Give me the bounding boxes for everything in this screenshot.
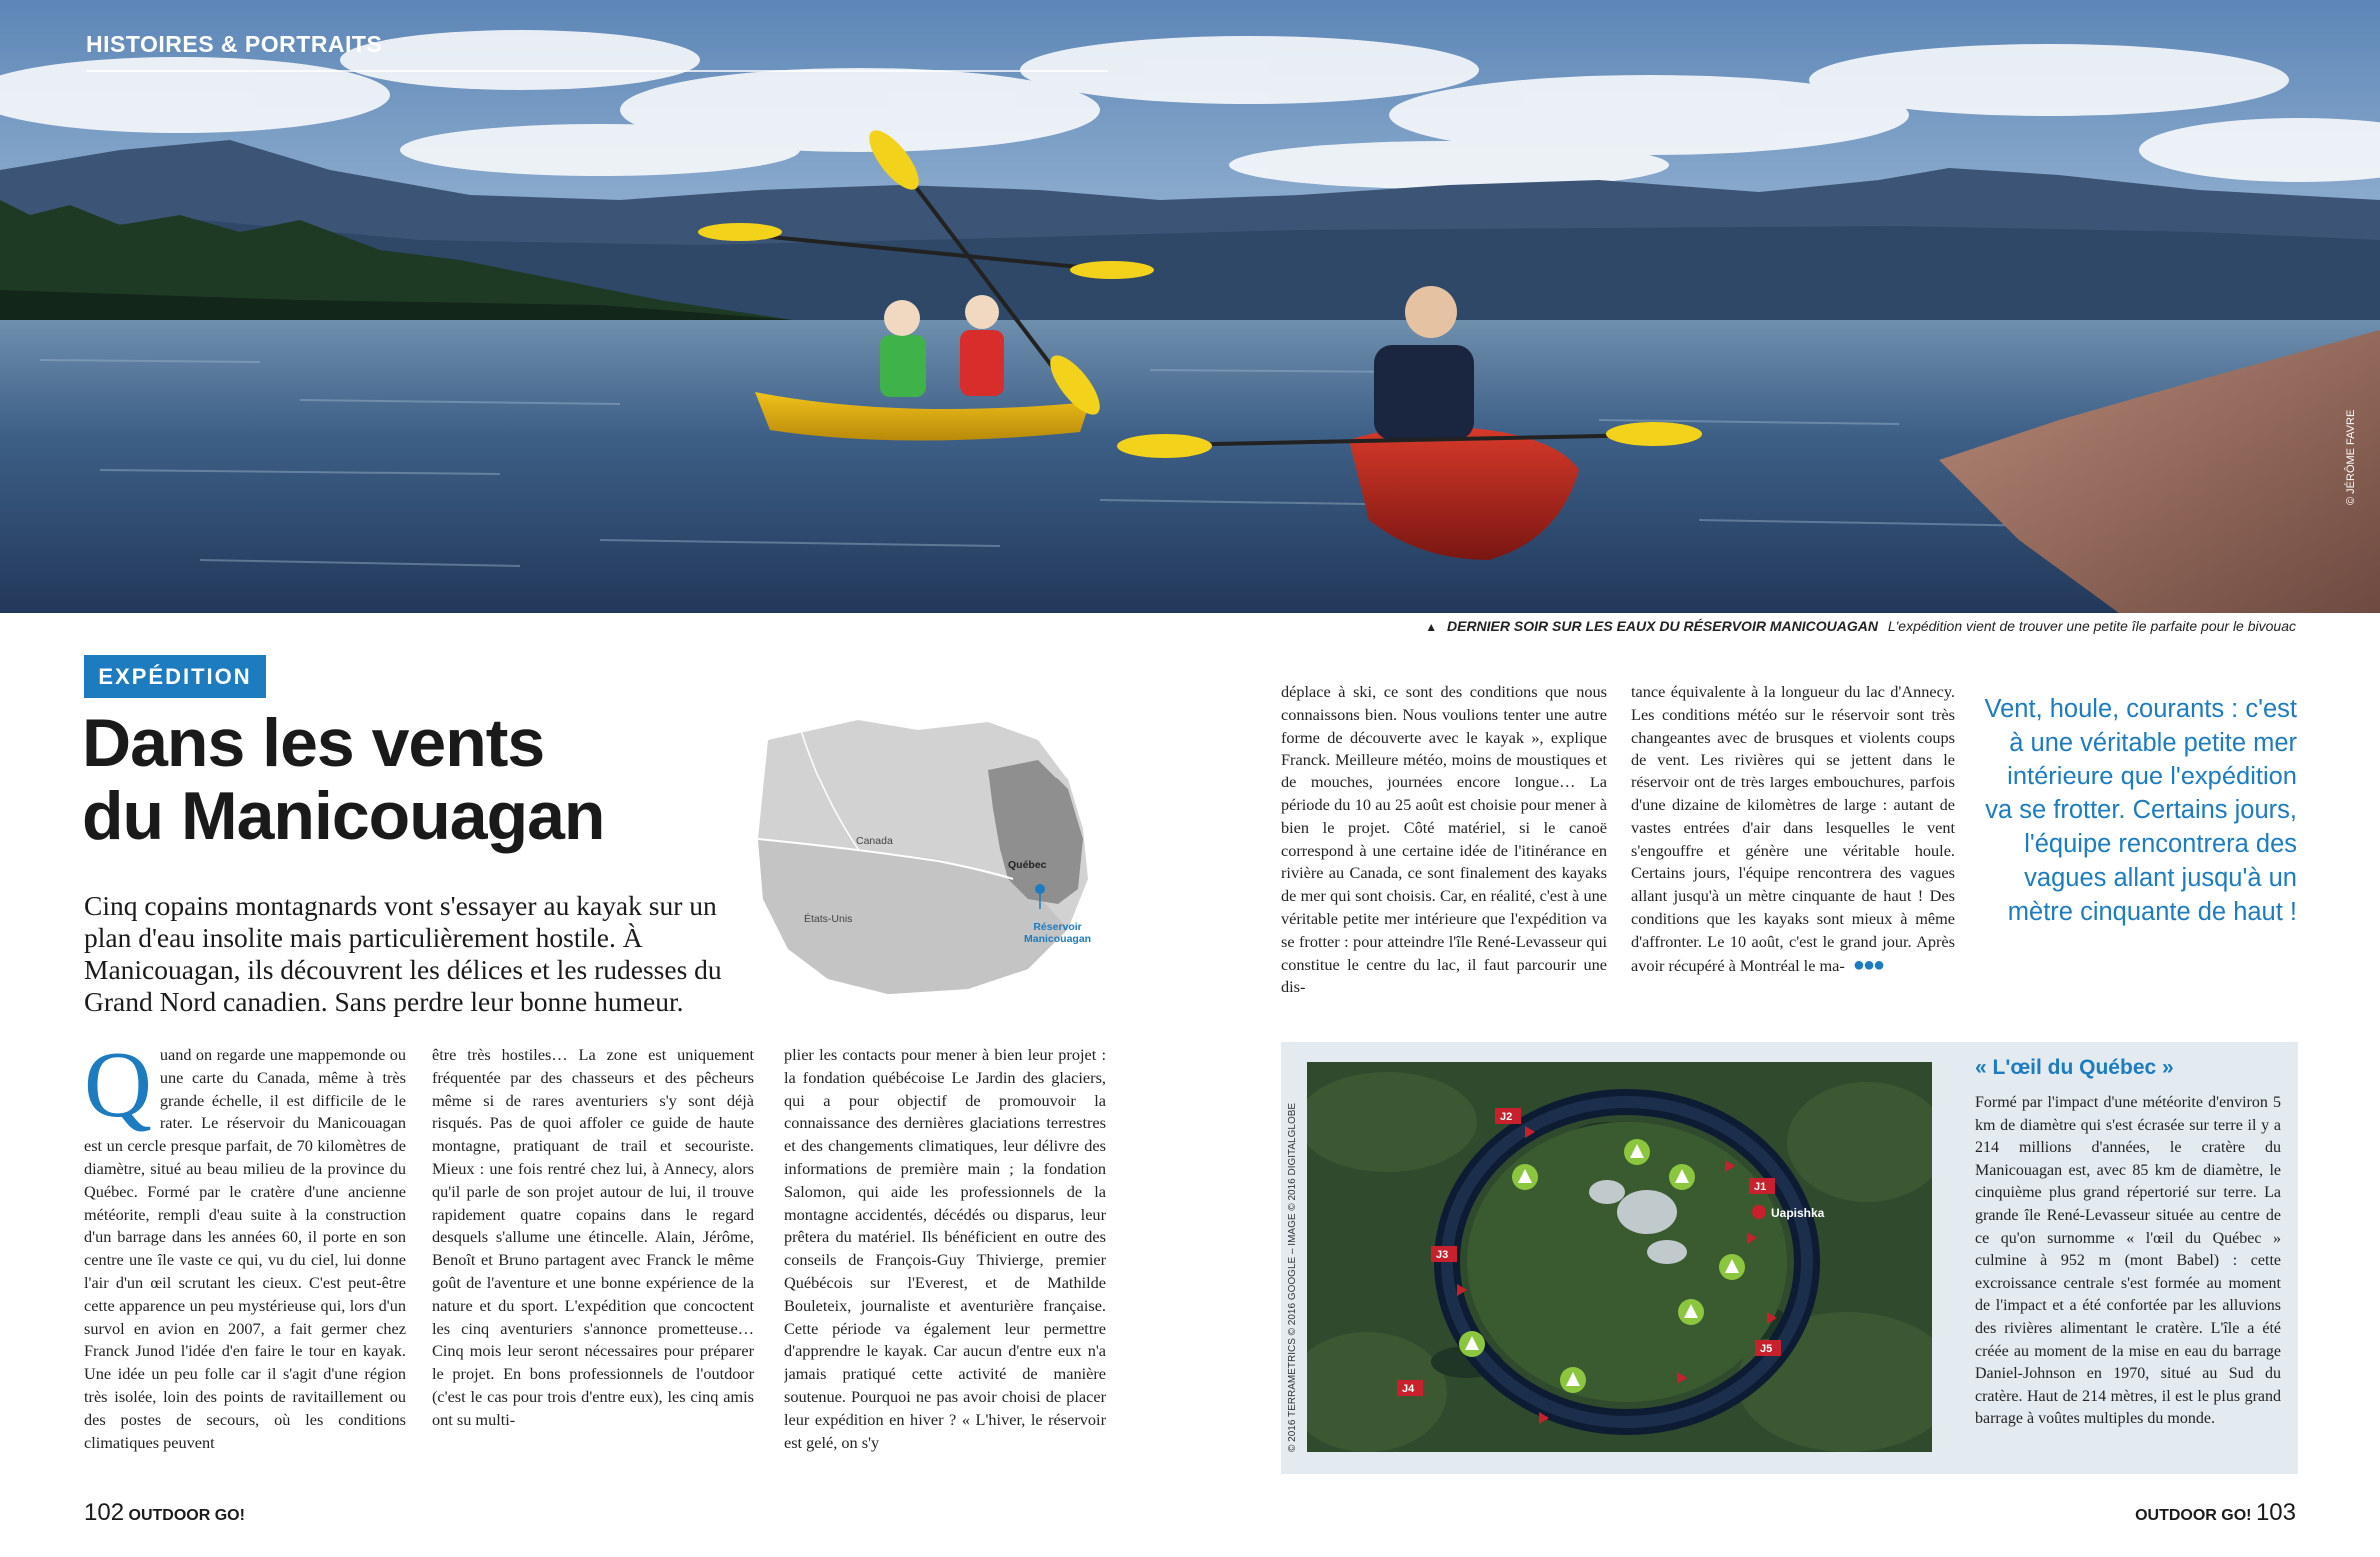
satellite-map <box>1307 1062 1932 1452</box>
label-quebec: Québec <box>1008 859 1047 871</box>
article-title <box>82 706 722 853</box>
sidebar-text: Formé par l'impact d'une météorite d'environ 5 km de diamètre qui s'est écrasée sur terre il y a 214 millions d'années, le cratère du Manicouagan est, avec 85 km de diamètre, le cinquième plus grand répertorié sur terre. La grande île René-Levasseur située au centre de ce qu'on surnomme « l'œil du Québec » culmine à 952 m (mont Babel) : cette excroissance centrale s'est formée au moment de l'impact et a été confortée par les alluvions des rivières alimentant le cratère. L'île a été créée au moment de la mise en eau du barrage Daniel-Johnson en 1970, situé au Sud du cratère. Haut de 214 mètres, il est le plus grand barrage à voûtes multiples du monde. <box>1975 1094 2281 1428</box>
column-5-text: tance équivalente à la longueur du lac d'Annecy. Les conditions météo sur le réservoir sont très changeantes avec de brusques et violents coups de vent. Les rivières qui se jettent dans le réservoir ont de très larges embouchures, parfois d'une dizaine de kilomètres de large : autant de vastes entrées d'air dans lesquelles le vent s'engouffre et génère une véritable houle. Certains jours, l'équipe rencontrera des vagues allant jusqu'à un mètre cinquante de haut ! Des conditions que les kayaks sont mieux à même d'affronter. Le 10 août, c'est le grand jour. Après avoir récupéré à Montréal le ma- <box>1631 682 1955 975</box>
photo-credit: © JÉRÔME FAVRE <box>2345 409 2357 505</box>
label-usa: États-Unis <box>804 913 853 925</box>
column-1-text: uand on regarde une mappemonde ou une carte du Canada, même à très grande échelle, il est difficile de le rater. Le réservoir du Manicouagan est un cercle presque parfait, de 70 kilomètres de diamètre, situé au beau milieu de la province du Québec. Formé par le cratère d'une ancienne météorite, rempli d'eau suite à la construction d'un barrage dans les années 60, il porte en son centre une île vaste ce qui, vu du ciel, lui donne l'air d'un œil scrutant les cieux. C'est peut-être cette apparence un peu mystérieuse qui, lors d'un survol en avion en 2007, a fait germer chez Franck Junod l'idée d'en faire le tour en kayak. Une idée un peu folle car il s'agit d'une région très isolée, loin des points de ravitaillement ou des postes de secours, où les conditions climatiques peuvent <box>84 1045 406 1452</box>
magazine-name-left: OUTDOOR GO! <box>128 1507 245 1524</box>
section-label: HISTOIRES & PORTRAITS <box>86 31 383 57</box>
map-label-j4: J4 <box>1402 1383 1415 1395</box>
page-number-left: 102 <box>84 1499 125 1526</box>
continue-dots-icon: ●●● <box>1852 953 1884 976</box>
body-column-4 <box>1281 681 1607 1024</box>
title-line-1: Dans les vents <box>82 705 545 780</box>
folio-right <box>2135 1499 2296 1527</box>
caption-title: DERNIER SOIR SUR LES EAUX DU RÉSERVOIR MANICOUAGAN <box>1447 618 1878 634</box>
map-label-j3: J3 <box>1436 1249 1449 1261</box>
category-tag: EXPÉDITION <box>84 655 266 698</box>
magazine-name-right: OUTDOOR GO! <box>2135 1507 2252 1524</box>
label-canada: Canada <box>856 835 893 847</box>
north-america-map-image <box>738 700 1110 999</box>
reservoir-line-2: Manicouagan <box>1024 933 1092 945</box>
label-reservoir <box>1024 921 1091 945</box>
section-divider <box>86 70 1108 72</box>
page-number-right: 103 <box>2255 1499 2296 1526</box>
map-label-j1: J1 <box>1754 1181 1767 1193</box>
body-column-2 <box>432 1044 754 1490</box>
photo-caption <box>1425 618 2296 634</box>
map-label-j5: J5 <box>1760 1343 1773 1355</box>
body-column-3 <box>784 1044 1106 1490</box>
kayak-scene-image <box>0 0 2380 613</box>
folio-left <box>84 1499 245 1527</box>
sidebar-box <box>1281 1042 2298 1474</box>
sidebar-title: « L'œil du Québec » <box>1975 1056 2174 1079</box>
article-lead: Cinq copains montagnards vont s'essayer au kayak sur un plan d'eau insolite mais particulièrement hostile. À Manicouagan, ils découvrent les délices et les rudesses du Grand Nord canadien. Sans perdre leur bonne humeur. <box>84 890 722 1017</box>
map-credit: © 2016 TERRAMETRICS © 2016 GOOGLE – IMAGE © 2016 DIGITALGLOBE <box>1287 1102 1298 1452</box>
body-column-1 <box>84 1044 406 1490</box>
caption-text: L'expédition vient de trouver une petite île parfaite pour le bivouac <box>1887 618 2296 634</box>
map-label-j2: J2 <box>1500 1111 1513 1123</box>
column-3-text: plier les contacts pour mener à bien leur projet : la fondation québécoise Le Jardin des glaciers, qui a pour objectif de promouvoir la connaissance des dernières glaciations terrestres et des changements climatiques, leur délivre des informations de première main ; la fondation Salomon, qui aide les professionnels de la montagne accidentés, décédés ou disparus, leur prêtera du matériel. Ils bénéficient en outre des conseils de François-Guy Thivierge, premier Québécois sur l'Everest, et de Mathilde Bouleteix, journaliste et aventurière française. Cette période va également leur permettre d'apprendre le kayak. Car aucun d'entre eux n'a jamais pratiqué cette activité de manière soutenue. Pourquoi ne pas avoir choisi de placer leur expédition en hiver ? « L'hiver, le réservoir est gelé, on s'y <box>784 1045 1106 1452</box>
title-line-2: du Manicouagan <box>82 778 605 854</box>
drop-cap: Q <box>84 1044 152 1137</box>
body-column-5 <box>1631 681 1955 1024</box>
column-2-text: être très hostiles… La zone est uniquement fréquentée par des chasseurs et des pêcheurs même si de rares aventuriers s'y sont déjà risqués. Pas de quoi affoler ce guide de haute montagne, pratiquant de trail et secouriste. Mieux : une fois rentré chez lui, à Annecy, alors qu'il parle de son projet autour de lui, il trouve rapidement quatre copains dans le regard desquels s'allume une étincelle. Alain, Jérôme, Benoît et Bruno partagent avec Franck le même goût de l'aventure et une bonne expérience de la nature et du sport. L'expédition que concoctent les cinq aventuriers s'annonce prometteuse… Cinq mois leur seront nécessaires pour préparer le projet. En bons professionnels de l'outdoor (c'est le cas pour trois d'entre eux), les cinq amis ont su multi- <box>432 1045 754 1429</box>
pull-quote: Vent, houle, courants : c'est à une véritable petite mer intérieure que l'expédition va se frotter. Certains jours, l'équipe rencontrera des vagues allant jusqu'à un mètre cinquante de haut ! <box>1984 695 2297 926</box>
manicouagan-satellite-image <box>1307 1062 1932 1452</box>
locator-map <box>738 700 1110 999</box>
caption-triangle-icon: ▲ <box>1425 620 1438 634</box>
hero-photo <box>0 0 2380 613</box>
column-4-text: déplace à ski, ce sont des conditions que nous connaissons bien. Nous voulions tenter une autre forme de découverte avec le kayak », explique Franck. Meilleure météo, moins de moustiques et de mouches, journées encore longue… La période du 10 au 25 août est choisie pour mener à bien le projet. Côté matériel, si le canoë correspond à une certaine idée de l'itinérance en rivière au Canada, ce sont finalement des kayaks de mer qui sont choisis. Car, en réalité, c'est à une véritable petite mer intérieure que l'expédition va se frotter : pour atteindre l'île René-Levasseur qui constitue le centre du lac, il faut parcourir une dis- <box>1281 682 1607 997</box>
map-label-town: Uapishka <box>1771 1206 1825 1220</box>
reservoir-line-1: Réservoir <box>1033 921 1082 933</box>
